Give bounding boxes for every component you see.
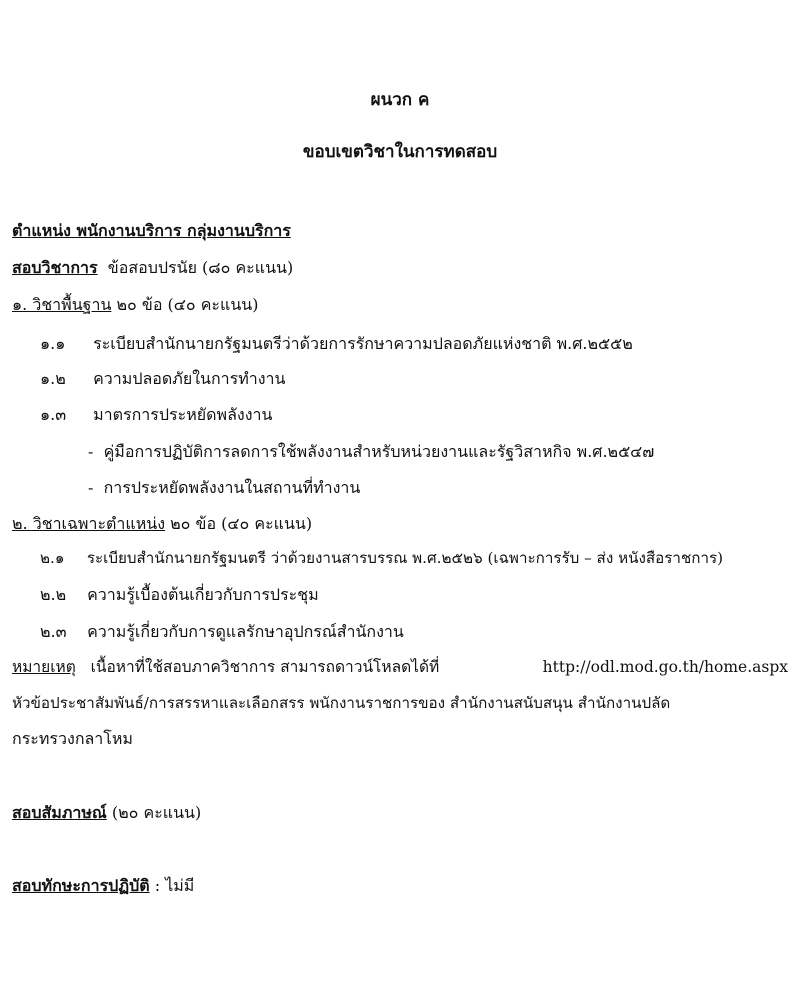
section1-subitem [88,477,360,499]
section2-label: ๒. วิชาเฉพาะตำแหน่ง [12,514,166,533]
item-text: ความปลอดภัยในการทำงาน [93,369,286,388]
item-number: ๒.๒ [40,585,67,604]
interview-detail: (๒๐ คะแนน) [111,803,202,822]
section1-item [40,404,272,426]
note-label: หมายเหตุ [12,658,76,676]
item-text: ระเบียบสำนักนายกรัฐมนตรีว่าด้วยการรักษาความปลอดภัยแห่งชาติ พ.ศ.๒๕๕๒ [93,334,633,353]
section1-subitem [88,441,654,463]
skill-test-detail: : ไม่มี [154,876,195,895]
position-heading: ตำแหน่ง พนักงานบริการ กลุ่มงานบริการ [12,221,291,240]
document-subtitle: ขอบเขตวิชาในการทดสอบ [302,142,498,162]
section2-item [40,621,404,643]
dash-bullet: - [88,478,99,497]
section2-item [40,547,723,569]
section1-label: ๑. วิชาพื้นฐาน [12,295,112,314]
item-text: มาตรการประหยัดพลังงาน [93,405,273,424]
dash-bullet: - [88,442,99,461]
exam-academic-line [12,257,293,279]
item-number: ๒.๓ [40,622,67,641]
note-url-link[interactable]: http://odl.mod.go.th/home.aspx [542,658,788,676]
subitem-text: การประหยัดพลังงานในสถานที่ทำงาน [103,478,361,497]
note-line-3: กระทรวงกลาโหม [12,729,133,748]
item-text: ความรู้เกี่ยวกับการดูแลรักษาอุปกรณ์สำนักงาน [87,622,404,641]
section1-detail: ๒๐ ข้อ (๔๐ คะแนน) [116,295,259,314]
skill-test-line [12,875,194,897]
section1-line [12,294,258,316]
section2-line [12,513,312,535]
subitem-text: คู่มือการปฏิบัติการลดการใช้พลังงานสำหรับหน่วยงานและรัฐวิสาหกิจ พ.ศ.๒๕๔๗ [103,442,655,461]
section1-item [40,333,633,355]
note-line-1 [12,656,788,678]
note-line-2: หัวข้อประชาสัมพันธ์/การสรรหาและเลือกสรร พนักงานราชการของ สำนักงานสนับสนุน สำนักงานปลัด [12,694,671,712]
section2-item [40,584,319,606]
item-text: ความรู้เบื้องต้นเกี่ยวกับการประชุม [87,585,319,604]
item-text: ระเบียบสำนักนายกรัฐมนตรี ว่าด้วยงานสารบรรณ พ.ศ.๒๕๒๖ (เฉพาะการรับ – ส่ง หนังสือราชการ) [86,549,724,567]
exam-academic-label: สอบวิชาการ [12,258,98,277]
item-number: ๒.๑ [40,549,65,567]
interview-label: สอบสัมภาษณ์ [12,803,107,822]
note-text: เนื้อหาที่ใช้สอบภาควิชาการ สามารถดาวน์โหลดได้ที่ [90,658,440,676]
section1-item [40,368,285,390]
item-number: ๑.๑ [40,334,66,353]
item-number: ๑.๓ [40,405,67,424]
skill-test-label: สอบทักษะการปฏิบัติ [12,876,150,895]
section2-detail: ๒๐ ข้อ (๔๐ คะแนน) [170,514,313,533]
item-number: ๑.๒ [40,369,66,388]
exam-academic-detail: ข้อสอบปรนัย (๘๐ คะแนน) [107,258,294,277]
interview-line [12,802,201,824]
document-title: ผนวก ค [370,90,430,110]
